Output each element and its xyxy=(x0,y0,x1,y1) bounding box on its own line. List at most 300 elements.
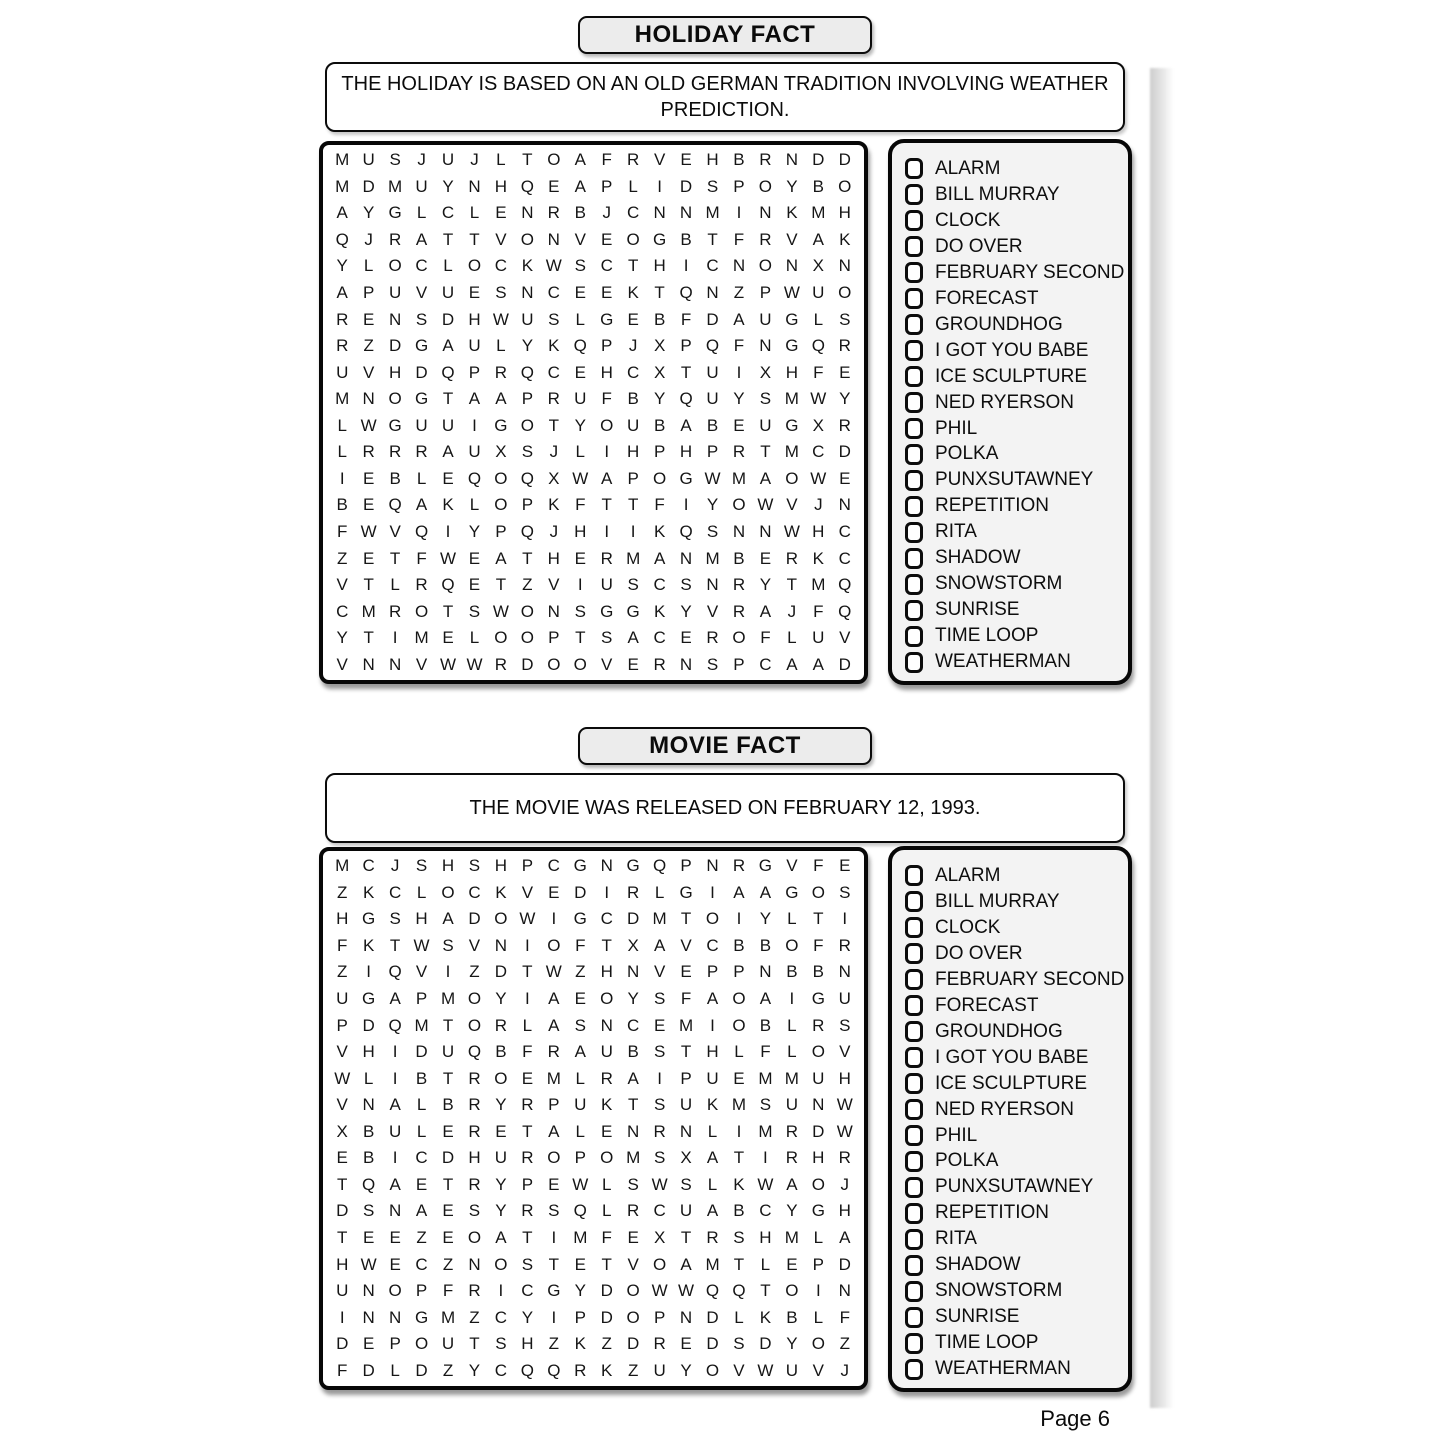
grid-letter: O xyxy=(811,1042,825,1062)
grid-letter: T xyxy=(469,229,480,249)
grid-letter: O xyxy=(653,1254,667,1274)
grid-letter: L xyxy=(575,1068,585,1088)
grid-letter: N xyxy=(679,548,693,568)
word-list-item xyxy=(905,863,1122,889)
grid-letter: D xyxy=(494,962,508,982)
word-label: TIME LOOP xyxy=(935,1332,1039,1354)
word-checkbox-icon[interactable] xyxy=(905,392,923,413)
grid-letter: O xyxy=(732,989,746,1009)
grid-letter: C xyxy=(494,1360,508,1380)
word-checkbox-icon[interactable] xyxy=(905,340,923,361)
grid-letter: F xyxy=(760,628,771,648)
grid-letter: Y xyxy=(680,601,692,621)
word-checkbox-icon[interactable] xyxy=(905,969,923,990)
grid-letter: W xyxy=(492,601,509,621)
grid-letter: R xyxy=(706,628,719,648)
grid-letter: Q xyxy=(573,1201,587,1221)
grid-letter: P xyxy=(680,336,692,356)
grid-letter: O xyxy=(600,415,614,435)
grid-letter: O xyxy=(626,1307,640,1327)
grid-letter: M xyxy=(414,628,429,648)
grid-letter: B xyxy=(362,1148,375,1168)
grid-letter: O xyxy=(838,283,852,303)
grid-letter: A xyxy=(495,1227,507,1247)
grid-letter: A xyxy=(415,1201,428,1221)
grid-letter: K xyxy=(759,1307,772,1327)
grid-letter: W xyxy=(440,654,457,674)
grid-letter: R xyxy=(415,442,428,462)
grid-letter: D xyxy=(415,1042,428,1062)
grid-letter: I xyxy=(736,362,742,382)
grid-letter: Z xyxy=(416,1227,427,1247)
grid-letter: V xyxy=(786,229,798,249)
grid-letter: R xyxy=(547,203,560,223)
word-checkbox-icon[interactable] xyxy=(905,548,923,569)
word-checkbox-icon[interactable] xyxy=(905,943,923,964)
grid-letter: N xyxy=(679,203,693,223)
grid-letter: S xyxy=(548,1201,560,1221)
word-label: PHIL xyxy=(935,417,978,439)
grid-letter: T xyxy=(548,415,560,435)
word-checkbox-icon[interactable] xyxy=(905,1203,923,1224)
grid-letter: M xyxy=(388,176,403,196)
grid-letter: Q xyxy=(467,468,482,488)
word-label: NED RYERSON xyxy=(935,1098,1075,1120)
grid-letter: F xyxy=(337,521,348,541)
grid-letter: R xyxy=(468,1121,481,1141)
grid-letter: V xyxy=(706,601,719,621)
grid-letter: Q xyxy=(441,362,455,382)
word-checkbox-icon[interactable] xyxy=(905,600,923,621)
word-label: GROUNDHOG xyxy=(935,1020,1063,1042)
grid-letter: U xyxy=(812,283,825,303)
grid-letter: R xyxy=(468,1174,481,1194)
word-list-item xyxy=(905,416,1122,442)
grid-letter: H xyxy=(785,362,798,382)
grid-letter: C xyxy=(494,256,508,276)
grid-letter: S xyxy=(706,176,719,196)
grid-letter: T xyxy=(389,935,401,955)
word-checkbox-icon[interactable] xyxy=(905,444,923,465)
grid-letter: R xyxy=(521,1201,534,1221)
grid-letter: P xyxy=(362,283,375,303)
grid-letter: P xyxy=(627,468,639,488)
grid-letter: U xyxy=(679,1095,693,1115)
grid-letter: R xyxy=(600,1068,613,1088)
grid-letter: F xyxy=(575,935,586,955)
grid-letter: N xyxy=(388,654,402,674)
grid-letter: D xyxy=(706,1307,719,1327)
grid-letter: Q xyxy=(838,601,852,621)
grid-letter: E xyxy=(548,176,560,196)
grid-letter: I xyxy=(392,1042,398,1062)
word-label: ICE SCULPTURE xyxy=(935,1072,1088,1094)
word-checkbox-icon[interactable] xyxy=(905,288,923,309)
word-list-item xyxy=(905,941,1122,967)
word-label: WEATHERMAN xyxy=(935,651,1071,673)
grid-letter: O xyxy=(705,1360,720,1380)
grid-letter: M xyxy=(705,548,720,568)
grid-letter: A xyxy=(759,989,772,1009)
grid-letter: E xyxy=(548,882,560,902)
grid-letter: T xyxy=(363,575,374,595)
grid-letter: I xyxy=(339,1307,345,1327)
grid-letter: D xyxy=(441,1148,455,1168)
grid-letter: A xyxy=(389,989,401,1009)
grid-letter: V xyxy=(680,935,692,955)
grid-letter: V xyxy=(601,654,613,674)
grid-letter: U xyxy=(336,1281,349,1301)
grid-letter: O xyxy=(467,989,482,1009)
grid-letter: X xyxy=(759,362,772,382)
grid-letter: G xyxy=(785,309,799,329)
grid-letter: C xyxy=(415,256,428,276)
grid-letter: N xyxy=(600,856,613,876)
grid-letter: Q xyxy=(679,521,693,541)
grid-letter: Y xyxy=(627,989,639,1009)
grid-letter: S xyxy=(468,1201,481,1221)
grid-letter: W xyxy=(651,1174,668,1194)
grid-letter: K xyxy=(495,882,507,902)
grid-letter: O xyxy=(653,468,667,488)
grid-letter: L xyxy=(337,442,347,462)
grid-letter: Y xyxy=(362,203,375,223)
grid-letter: R xyxy=(838,1148,851,1168)
grid-letter: C xyxy=(494,1307,508,1327)
word-list-item xyxy=(905,649,1122,675)
grid-letter: T xyxy=(495,575,507,595)
grid-letter: B xyxy=(574,203,586,223)
grid-letter: V xyxy=(521,882,534,902)
grid-letter: S xyxy=(548,309,560,329)
grid-letter: O xyxy=(758,256,773,276)
grid-letter: Q xyxy=(653,856,667,876)
grid-letter: U xyxy=(653,1360,666,1380)
grid-letter: T xyxy=(627,256,639,276)
grid-letter: R xyxy=(574,1360,587,1380)
grid-letter: W xyxy=(757,1360,774,1380)
grid-letter: H xyxy=(759,1227,772,1247)
grid-letter: B xyxy=(812,962,824,982)
grid-letter: V xyxy=(389,521,401,541)
grid-letter: U xyxy=(600,575,613,595)
grid-letter: J xyxy=(840,1174,850,1194)
grid-letter: E xyxy=(680,628,692,648)
grid-letter: X xyxy=(653,336,666,356)
word-checkbox-icon[interactable] xyxy=(905,1281,923,1302)
word-checkbox-icon[interactable] xyxy=(905,158,923,179)
grid-letter: O xyxy=(811,882,825,902)
grid-letter: S xyxy=(468,601,481,621)
grid-letter: D xyxy=(627,909,640,929)
grid-letter: U xyxy=(441,150,455,170)
word-checkbox-icon[interactable] xyxy=(905,891,923,912)
word-label: SUNRISE xyxy=(935,1306,1020,1328)
grid-letter: W xyxy=(466,654,483,674)
grid-letter: B xyxy=(759,1015,772,1035)
grid-letter: C xyxy=(759,654,772,674)
grid-letter: H xyxy=(336,1254,349,1274)
word-checkbox-icon[interactable] xyxy=(905,366,923,387)
grid-letter: L xyxy=(469,495,480,515)
grid-letter: O xyxy=(705,909,720,929)
grid-letter: Q xyxy=(838,575,852,595)
word-checkbox-icon[interactable] xyxy=(905,1359,923,1380)
grid-letter: O xyxy=(414,1334,429,1354)
grid-letter: E xyxy=(495,1121,507,1141)
grid-letter: J xyxy=(814,495,823,515)
holiday-fact-box xyxy=(325,62,1125,132)
grid-letter: J xyxy=(549,521,559,541)
grid-letter: E xyxy=(653,1015,666,1035)
holiday-word-list xyxy=(888,139,1132,685)
grid-letter: K xyxy=(653,521,666,541)
grid-letter: D xyxy=(521,654,534,674)
grid-letter: O xyxy=(811,1334,825,1354)
grid-letter: D xyxy=(812,150,825,170)
grid-letter: O xyxy=(547,935,561,955)
grid-letter: N xyxy=(759,962,772,982)
grid-letter: G xyxy=(494,415,508,435)
grid-letter: P xyxy=(521,1174,534,1194)
word-checkbox-icon[interactable] xyxy=(905,210,923,231)
grid-letter: A xyxy=(442,442,454,462)
word-checkbox-icon[interactable] xyxy=(905,1333,923,1354)
grid-letter: G xyxy=(414,389,429,409)
grid-letter: H xyxy=(547,548,560,568)
word-checkbox-icon[interactable] xyxy=(905,184,923,205)
word-checkbox-icon[interactable] xyxy=(905,1047,923,1068)
grid-letter: U xyxy=(494,1148,508,1168)
grid-letter: T xyxy=(548,1254,560,1274)
grid-letter: Q xyxy=(811,336,825,356)
grid-letter: R xyxy=(759,150,772,170)
word-checkbox-icon[interactable] xyxy=(905,1229,923,1250)
word-checkbox-icon[interactable] xyxy=(905,1307,923,1328)
grid-letter: S xyxy=(653,1148,666,1168)
grid-letter: N xyxy=(362,1281,375,1301)
word-label: PUNXSUTAWNEY xyxy=(935,1176,1094,1198)
grid-letter: C xyxy=(388,882,402,902)
grid-letter: R xyxy=(838,415,851,435)
grid-letter: B xyxy=(733,150,745,170)
word-checkbox-icon[interactable] xyxy=(905,1125,923,1146)
grid-letter: W xyxy=(678,1281,695,1301)
grid-letter: E xyxy=(574,1254,586,1274)
grid-letter: V xyxy=(468,935,481,955)
grid-letter: W xyxy=(413,935,430,955)
grid-letter: N xyxy=(732,521,746,541)
grid-letter: S xyxy=(362,1201,375,1221)
grid-letter: F xyxy=(575,495,586,515)
grid-letter: G xyxy=(626,856,640,876)
word-checkbox-icon[interactable] xyxy=(905,314,923,335)
word-list-item xyxy=(905,1356,1122,1382)
word-label: CLOCK xyxy=(935,916,1001,938)
word-list-item xyxy=(905,286,1122,312)
grid-letter: X xyxy=(653,1227,666,1247)
grid-letter: L xyxy=(496,336,506,356)
word-checkbox-icon[interactable] xyxy=(905,652,923,673)
word-checkbox-icon[interactable] xyxy=(905,418,923,439)
grid-letter: H xyxy=(812,1148,825,1168)
grid-letter: R xyxy=(468,1281,481,1301)
grid-letter: I xyxy=(763,1148,768,1168)
grid-letter: W xyxy=(360,415,377,435)
grid-letter: I xyxy=(392,628,398,648)
grid-letter: W xyxy=(334,1068,351,1088)
grid-letter: A xyxy=(627,628,639,648)
grid-letter: U xyxy=(388,283,402,303)
word-checkbox-icon[interactable] xyxy=(905,626,923,647)
grid-letter: Z xyxy=(337,882,348,902)
grid-letter: M xyxy=(705,1254,720,1274)
word-label: GROUNDHOG xyxy=(935,313,1063,335)
grid-letter: H xyxy=(812,521,825,541)
word-checkbox-icon[interactable] xyxy=(905,865,923,886)
grid-letter: V xyxy=(812,1360,824,1380)
word-checkbox-icon[interactable] xyxy=(905,1099,923,1120)
grid-letter: A xyxy=(786,1174,798,1194)
grid-letter: R xyxy=(494,1015,508,1035)
grid-letter: Z xyxy=(363,336,374,356)
grid-letter: O xyxy=(388,1281,402,1301)
grid-letter: I xyxy=(710,882,715,902)
grid-letter: S xyxy=(495,283,507,303)
grid-letter: P xyxy=(653,442,666,462)
grid-letter: L xyxy=(813,1307,824,1327)
grid-letter: X xyxy=(812,256,824,276)
grid-letter: Z xyxy=(469,962,480,982)
grid-letter: D xyxy=(600,1281,613,1301)
grid-letter: Q xyxy=(705,336,720,356)
grid-letter: V xyxy=(495,229,507,249)
grid-letter: N xyxy=(679,1121,693,1141)
grid-letter: O xyxy=(838,176,852,196)
grid-letter: N xyxy=(706,856,719,876)
grid-letter: O xyxy=(785,468,799,488)
word-checkbox-icon[interactable] xyxy=(905,522,923,543)
grid-letter: O xyxy=(732,628,746,648)
word-list-item xyxy=(905,364,1122,390)
grid-letter: Z xyxy=(522,575,533,595)
grid-letter: R xyxy=(388,229,402,249)
grid-letter: O xyxy=(626,1281,640,1301)
word-list-item xyxy=(905,1226,1122,1252)
grid-letter: N xyxy=(679,1307,693,1327)
grid-letter: T xyxy=(733,1148,745,1168)
grid-letter: L xyxy=(443,256,453,276)
grid-letter: P xyxy=(680,1068,692,1088)
grid-letter: L xyxy=(469,628,480,648)
grid-letter: W xyxy=(519,909,536,929)
word-checkbox-icon[interactable] xyxy=(905,470,923,491)
grid-letter: U xyxy=(441,1042,455,1062)
word-checkbox-icon[interactable] xyxy=(905,574,923,595)
grid-letter: O xyxy=(520,601,534,621)
word-list-item xyxy=(905,1200,1122,1226)
grid-letter: B xyxy=(653,415,666,435)
grid-letter: C xyxy=(415,1254,428,1274)
grid-letter: L xyxy=(787,1015,797,1035)
grid-letter: Y xyxy=(521,1307,534,1327)
grid-letter: A xyxy=(706,989,719,1009)
grid-letter: Y xyxy=(442,176,454,196)
grid-letter: N xyxy=(494,935,508,955)
grid-letter: T xyxy=(601,1254,612,1274)
grid-letter: R xyxy=(494,362,508,382)
grid-letter: O xyxy=(600,1148,614,1168)
word-checkbox-icon[interactable] xyxy=(905,917,923,938)
grid-letter: R xyxy=(468,1095,481,1115)
grid-letter: R xyxy=(838,336,851,356)
grid-letter: A xyxy=(759,601,772,621)
grid-letter: H xyxy=(600,362,613,382)
grid-letter: R xyxy=(732,575,746,595)
word-label: SHADOW xyxy=(935,547,1021,569)
grid-letter: A xyxy=(574,1042,586,1062)
grid-letter: L xyxy=(628,176,638,196)
grid-letter: F xyxy=(813,935,824,955)
word-list-item xyxy=(905,1252,1122,1278)
grid-letter: S xyxy=(468,856,481,876)
grid-letter: L xyxy=(416,1121,427,1141)
grid-letter: E xyxy=(362,548,375,568)
grid-letter: U xyxy=(415,176,428,196)
grid-letter: M xyxy=(626,548,641,568)
grid-letter: Q xyxy=(362,1174,376,1194)
grid-letter: A xyxy=(442,909,454,929)
grid-letter: P xyxy=(548,628,560,648)
grid-letter: Q xyxy=(441,575,455,595)
grid-letter: U xyxy=(679,1201,693,1221)
grid-letter: P xyxy=(601,336,613,356)
word-list-item xyxy=(905,993,1122,1019)
grid-letter: F xyxy=(813,362,824,382)
grid-letter: P xyxy=(680,856,692,876)
grid-letter: P xyxy=(521,495,534,515)
grid-letter: E xyxy=(627,1227,639,1247)
grid-letter: Y xyxy=(786,1201,798,1221)
grid-letter: E xyxy=(495,203,507,223)
word-checkbox-icon[interactable] xyxy=(905,1177,923,1198)
word-checkbox-icon[interactable] xyxy=(905,236,923,257)
grid-letter: C xyxy=(521,1281,534,1301)
grid-letter: E xyxy=(786,1254,798,1274)
grid-letter: F xyxy=(416,548,427,568)
grid-letter: Y xyxy=(574,1281,586,1301)
word-checkbox-icon[interactable] xyxy=(905,1151,923,1172)
word-label: BILL MURRAY xyxy=(935,183,1060,205)
word-checkbox-icon[interactable] xyxy=(905,262,923,283)
word-checkbox-icon[interactable] xyxy=(905,1255,923,1276)
grid-letter: L xyxy=(787,909,797,929)
grid-letter: L xyxy=(787,1042,797,1062)
grid-letter: U xyxy=(362,150,375,170)
word-checkbox-icon[interactable] xyxy=(905,1073,923,1094)
word-list-item xyxy=(905,1278,1122,1304)
word-label: POLKA xyxy=(935,443,999,465)
grid-letter: N xyxy=(785,150,798,170)
word-checkbox-icon[interactable] xyxy=(905,496,923,517)
grid-letter: C xyxy=(838,548,851,568)
word-label: FEBRUARY SECOND xyxy=(935,261,1125,283)
grid-letter: N xyxy=(732,256,746,276)
grid-letter: B xyxy=(733,548,745,568)
grid-letter: B xyxy=(442,1095,454,1115)
word-checkbox-icon[interactable] xyxy=(905,995,923,1016)
word-checkbox-icon[interactable] xyxy=(905,1021,923,1042)
